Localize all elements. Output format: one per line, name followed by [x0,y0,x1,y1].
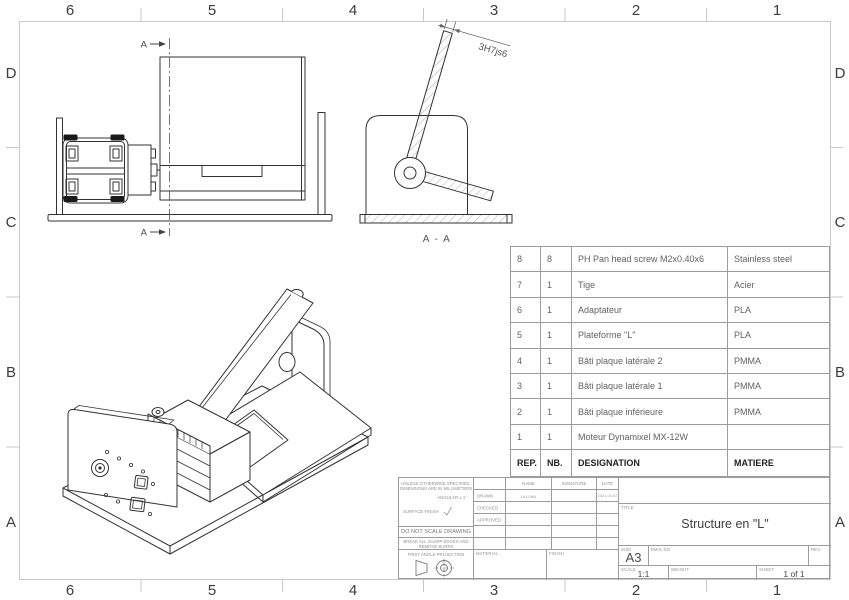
tb-cell-empty [597,526,619,538]
section-label-bottom: A [140,227,147,239]
zone-col-top: 6 [65,2,75,19]
section-arrow-top [159,41,166,47]
bom-cell: Adaptateur [572,298,728,323]
bom-cell: PMMA [728,349,829,374]
tb-dwg-label: DWG NO. [651,547,672,552]
tb-scale-label: SCALE [621,567,637,572]
section-label-top: A [140,39,147,51]
zone-col-bottom: 3 [489,582,499,599]
zone-col-bottom: 1 [772,582,782,599]
tb-drawn-name-cell [506,490,552,502]
bom-cell: PMMA [728,374,829,399]
tb-signature-header: SIGNATURE [561,481,587,486]
tb-notes-cell [399,478,474,527]
bom-cell: PMMA [728,399,829,424]
tb-drawn-name: LAUJAN [520,493,537,499]
tb-finish-label: FINISH [549,551,565,556]
tb-weight-cell [669,566,757,580]
zone-col-bottom: 6 [65,582,75,599]
zone-col-bottom: 5 [207,582,217,599]
bom-cell: 8 [511,247,541,272]
tb-cell-empty [597,538,619,550]
tb-sign-corner [474,478,506,490]
zone-row-right: A [834,514,845,531]
zone-col-top: 4 [348,2,358,19]
tb-angular-tolerance: ANGULAR ± 1° [437,495,467,500]
tb-drawn-label: DRAWN [477,493,494,498]
bom-cell: Tige [572,272,728,297]
tb-size-cell [619,546,649,566]
bom-cell: 4 [511,349,541,374]
bom-cell: Bâti plaque latérale 2 [572,349,728,374]
bom-cell: 1 [511,425,541,450]
isometric-view [63,289,371,554]
first-angle-projection-icon [412,557,460,579]
zone-row-right: C [834,214,846,231]
tb-drawn-signature-cell [552,490,597,502]
tb-approved-label: APPROVED [477,517,501,522]
bom-header-rep: REP. [511,450,541,476]
tb-deburr-line2: REMOVE BURRS [418,544,454,550]
tb-material-label: MATERIAL [476,551,499,556]
bom-cell: 1 [541,323,572,348]
bom-cell: 1 [541,374,572,399]
tb-sheet-label: SHEET [759,567,775,572]
bom-cell: PLA [728,323,829,348]
bom-cell: Moteur Dynamixel MX-12W [572,425,728,450]
tb-date-header-cell [597,478,619,490]
tb-cell-empty [552,502,597,514]
bom-cell: 7 [511,272,541,297]
zone-row-left: D [5,65,17,82]
tb-spec-line2: DIMENSIONS ARE IN MILLIMETERS [399,486,473,492]
tb-projection-label: FIRST ANGLE PROJECTION [407,551,465,557]
bom-cell: Stainless steel [728,247,829,272]
tb-date-header: DATE [601,481,614,486]
tb-cell-empty [474,538,506,550]
tb-name-header: NAME [522,481,535,486]
iso-side-plate-1 [68,409,177,507]
zone-col-top: 2 [631,2,641,19]
tb-rev-cell [809,546,831,566]
bom-cell: Bâti plaque latérale 1 [572,374,728,399]
tb-size-label: SIZE [621,547,632,552]
tb-cell-empty [619,478,831,504]
base-plate-section [360,215,512,224]
sheet-size: A3 [625,550,642,565]
zone-col-top: 3 [489,2,499,19]
tb-drawn-cell [474,490,506,502]
tb-cell-empty [552,538,597,550]
bom-cell: 6 [511,298,541,323]
zone-row-left: A [5,514,16,531]
bom-header-nb: NB. [541,450,572,476]
tb-cell-empty [506,514,552,526]
tb-scale-cell [619,566,669,580]
tb-approved-cell [474,514,506,526]
bom-cell: 8 [541,247,572,272]
zone-col-bottom: 2 [631,582,641,599]
tb-cell-empty [506,502,552,514]
tb-sheet-cell [757,566,831,580]
bom-cell: 1 [541,399,572,424]
bom-cell: PLA [728,298,829,323]
tb-finish-cell [547,550,619,580]
bom-cell: PH Pan head screw M2x0.40x6 [572,247,728,272]
bom-table [510,246,830,477]
tb-cell-empty [474,526,506,538]
bom-cell: 1 [541,349,572,374]
section-view [360,19,512,245]
tb-name-header-cell [506,478,552,490]
zone-col-bottom: 4 [348,582,358,599]
sheet-number: 1 of 1 [783,569,805,579]
tb-cell-empty [597,514,619,526]
bom-cell: 1 [541,425,572,450]
front-view [48,38,332,239]
tb-checked-label: CHECKED [477,505,499,510]
tb-cell-empty [506,538,552,550]
tb-signature-header-cell [552,478,597,490]
tb-cell-empty [552,526,597,538]
bom-cell: 2 [511,399,541,424]
tb-title-cell [619,504,831,546]
bom-cell: Acier [728,272,829,297]
tb-do-not-scale-cell [399,527,474,538]
tb-deburr-cell [399,538,474,550]
drawing-scale: 1:1 [637,569,650,579]
tb-drawn-date: 2021-04-07 [597,493,618,498]
zone-col-top: 1 [772,2,782,19]
bom-cell: 1 [541,298,572,323]
drawing-title: Structure en "L" [681,517,769,531]
tb-dwg-no-cell [649,546,809,566]
bom-header-designation: DESIGNATION [572,450,728,476]
zone-row-left: B [5,364,16,381]
title-block [398,477,830,579]
bom-cell: Bâti plaque inférieure [572,399,728,424]
tb-projection-cell [399,550,474,580]
tb-deburr-line1: BREAK ALL SHARP EDGES AND [403,539,469,544]
zone-col-top: 5 [207,2,217,19]
surface-finish-icon [443,506,455,516]
tb-do-not-scale: DO NOT SCALE DRAWING [401,529,471,535]
tb-cell-empty [506,526,552,538]
zone-row-right: B [834,364,845,381]
tb-cell-empty [552,514,597,526]
tb-material-cell [474,550,547,580]
tb-surface-finish-label: SURFACE FINISH [403,509,439,514]
bom-cell: 3 [511,374,541,399]
tb-checked-cell [474,502,506,514]
bom-header-matiere: MATIERE [734,458,774,469]
tb-drawn-date-cell [597,490,619,502]
bom-cell: 5 [511,323,541,348]
bom-cell: Plateforme "L" [572,323,728,348]
tb-title-label: TITLE [621,505,634,510]
tb-rev-label: REV. [811,547,822,552]
zone-row-left: C [5,214,17,231]
fit-dimension-text: 3H7js6 [477,41,509,61]
bom-cell [728,425,829,450]
tb-weight-label: WEIGHT [671,567,690,572]
zone-row-right: D [834,65,846,82]
tb-spec-line1: UNLESS OTHERWISE SPECIFIED, [401,481,471,486]
section-arrow-bottom [159,229,166,235]
bom-cell: 1 [541,272,572,297]
tb-cell-empty [597,502,619,514]
section-view-title: A - A [422,234,452,245]
